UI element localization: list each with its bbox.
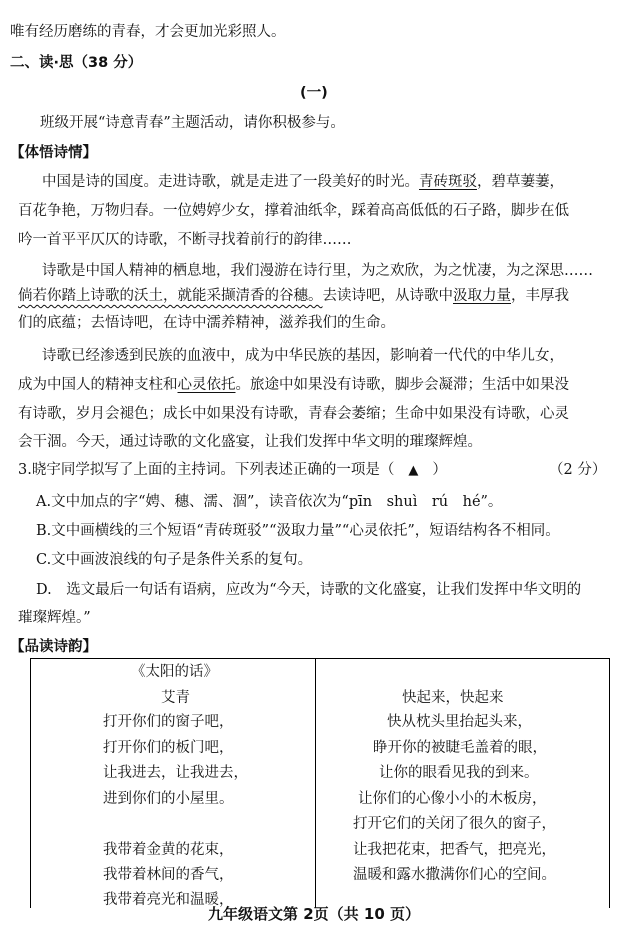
poem-left-line: 我带着亮光和温暖， xyxy=(103,892,234,908)
q3-option-c: C.文中画波浪线的句子是条件关系的复句。 xyxy=(36,552,313,568)
intro-text: 班级开展“诗意青春”主题活动，请你积极参与。 xyxy=(40,115,345,131)
poem-left-line: 进到你们的小屋里。 xyxy=(103,791,234,807)
poem-left-line: 我带着金黄的花束， xyxy=(103,842,234,858)
poem-left-line: 打开你们的板门吧， xyxy=(103,740,234,756)
underline-phrase-3: 心灵依托 xyxy=(177,377,236,393)
underline-phrase-1: 青砖斑驳 xyxy=(419,174,477,190)
poem-title: 《太阳的话》 xyxy=(131,664,218,680)
poem-right-line: 让你的眼看见我的到来。 xyxy=(379,765,539,781)
answer-blank-triangle: ▲ xyxy=(408,463,419,478)
wavy-sentence: 倘若你踏上诗歌的沃土，就能采撷清香的谷穗。 xyxy=(18,288,323,304)
poem-right-line: 让你们的心像小小的木板房， xyxy=(358,791,547,807)
poem-right-line: 睁开你的被睫毛盖着的眼， xyxy=(373,740,547,756)
q3-score: （2 分） xyxy=(549,462,607,478)
q3-option-d-line2: 璀璨辉煌。” xyxy=(18,610,91,626)
para1-line3: 吟一首平平仄仄的诗歌，不断寻找着前行的韵律…… xyxy=(18,232,352,248)
poem-right-line: 让我把花束，把香气，把亮光， xyxy=(353,842,556,858)
para3-line3: 有诗歌，岁月会褪色；成长中如果没有诗歌，青春会萎缩；生命中如果没有诗歌，心灵 xyxy=(18,406,569,422)
poem-left-line: 我带着林间的香气， xyxy=(103,867,234,883)
poem-table xyxy=(30,658,610,908)
table-divider xyxy=(315,659,316,908)
poem-author: 艾青 xyxy=(161,690,190,706)
para2-line3: 们的底蕴；去悟诗吧，在诗中濡养精神，滋养我们的生命。 xyxy=(18,315,395,331)
poem-right-line: 温暖和露水撒满你们心的空间。 xyxy=(353,867,556,883)
poem-left-line: 打开你们的窗子吧， xyxy=(103,714,234,730)
poem-left-line: 让我进去，让我进去， xyxy=(103,765,248,781)
para1-line2: 百花争艳，万物归春。一位娉婷少女，撑着油纸伞，踩着高高低低的石子路，脚步在低 xyxy=(18,203,569,219)
poem-right-line: 打开它们的关闭了很久的窗子， xyxy=(353,816,556,832)
page-footer: 九年级语文第 2页（共 10 页） xyxy=(208,905,420,923)
para3-line2: 成为中国人的精神支柱和心灵依托。旅途中如果没有诗歌，脚步会凝滞；生活中如果没 xyxy=(18,377,569,393)
para1-line1: 中国是诗的国度。走进诗歌，就是走进了一段美好的时光。青砖斑驳，碧草萋萋， xyxy=(42,174,564,190)
top-line: 唯有经历磨练的青春，才会更加光彩照人。 xyxy=(10,24,286,40)
q3-option-d-line1: D. 选文最后一句话有语病，应改为“今天，诗歌的文化盛宴，让我们发挥中华文明的 xyxy=(36,582,582,598)
q3-option-b: B.文中画横线的三个短语“青砖斑驳”“汲取力量”“心灵依托”，短语结构各不相同。 xyxy=(36,523,560,539)
poem-right-line: 快从枕头里抬起头来， xyxy=(387,714,532,730)
part-label: (一) xyxy=(300,85,328,101)
para2-line1: 诗歌是中国人精神的栖息地，我们漫游在诗行里，为之欢欣，为之忧凄，为之深思…… xyxy=(42,263,593,279)
poem-right-line: 快起来，快起来 xyxy=(402,690,504,706)
pindu-header: 【品读诗韵】 xyxy=(10,639,97,655)
tiwu-header: 【体悟诗情】 xyxy=(10,145,97,161)
para3-line4: 会干涸。今天，通过诗歌的文化盛宴，让我们发挥中华文明的璀璨辉煌。 xyxy=(18,434,482,450)
para2-line2: 倘若你踏上诗歌的沃土，就能采撷清香的谷穗。去读诗吧，从诗歌中汲取力量，丰厚我 xyxy=(18,288,569,304)
q3-stem: 3.晓宇同学拟写了上面的主持词。下列表述正确的一项是（ ▲ ） xyxy=(18,462,447,478)
para3-line1: 诗歌已经渗透到民族的血液中，成为中华民族的基因，影响着一代代的中华儿女， xyxy=(42,348,564,364)
section-title: 二、读·思（38 分） xyxy=(10,55,143,71)
underline-phrase-2: 汲取力量 xyxy=(453,288,511,304)
q3-option-a: A.文中加点的字“娉、穗、濡、涸”，读音依次为“pīn shuì rú hé”。 xyxy=(36,494,503,510)
